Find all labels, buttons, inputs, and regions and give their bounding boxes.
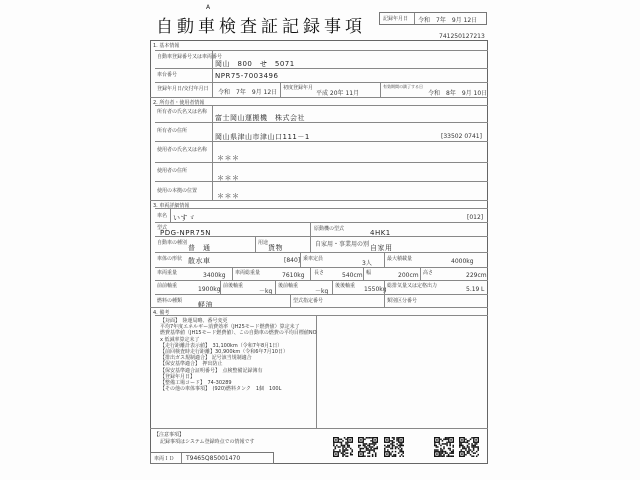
capacity-label: 乗車定員 xyxy=(303,256,324,262)
rear-axle-value: 1550kg xyxy=(364,286,387,293)
length-value: 540cm xyxy=(342,272,363,279)
chassis-value: NPR75-7003496 xyxy=(215,72,279,80)
vehicle-id-value: T9465Q85001470 xyxy=(186,455,241,462)
use-label: 用途 xyxy=(258,240,269,246)
max-load-value: 4000kg xyxy=(451,258,474,265)
qr-code-icon xyxy=(333,437,353,457)
model-spec-label: 型式指定番号 xyxy=(293,298,324,304)
owner-address-label: 所有者の住所 xyxy=(157,128,188,134)
first-reg-date-label: 初度登録年月 xyxy=(283,85,314,91)
first-reg-value: 令和 7年 9月 12日 xyxy=(218,89,278,96)
maker-value: いすゞ xyxy=(173,214,196,222)
rear-front-value: －kg xyxy=(315,288,329,295)
purpose-label: 自家用・事業用の別 xyxy=(315,241,370,248)
displacement-value: 5.19 xyxy=(466,286,480,293)
width-value: 200cm xyxy=(398,272,419,279)
note-line: 【対面】 陸運局略、番号変更 xyxy=(160,318,228,324)
section-vehicle-heading: 3. 車両詳細情報 xyxy=(153,203,190,209)
note-line: 【その他の車体事項】 (920)燃料タンク 1個 100L xyxy=(160,386,282,393)
maker-label: 車名 xyxy=(157,213,168,219)
first-reg-date-value: 平成 20年 11月 xyxy=(316,90,360,97)
body-shape-code: [840] xyxy=(284,257,301,264)
body-shape-label: 車体の形状 xyxy=(157,256,183,262)
note-line: x 低減率算定未了 xyxy=(160,336,200,343)
front-axle-value: 1900kg xyxy=(198,286,221,293)
note-line: 燃費基準値（JH15モード燃費値）、この自動車の燃費の平均目標値NO xyxy=(160,330,317,337)
kind-value: 普 通 xyxy=(188,244,211,252)
rear-front-label: 後前軸重 xyxy=(278,283,299,289)
length-label: 長さ xyxy=(314,270,325,276)
section-owner-heading: 2. 所有者・使用者情報 xyxy=(153,100,205,106)
expiry-value: 令和 8年 9月 10日 xyxy=(428,90,488,97)
note-line: 【排出ガス規制適合】 記号該当規制適合 xyxy=(160,355,252,362)
maker-code: [012] xyxy=(467,214,484,221)
base-location-label: 使用の本拠の位置 xyxy=(157,188,198,194)
qr-code-icon xyxy=(459,437,479,457)
qr-code-icon xyxy=(384,437,404,457)
reg-number-label: 自動車登録番号又は車両番号 xyxy=(157,54,223,60)
note-line: 【保安基準適合証明番号】 点検整備記録簿有 xyxy=(160,367,263,374)
doc-number: 741250127213 xyxy=(439,33,485,40)
base-location-value: ＊＊＊ xyxy=(217,192,240,200)
notice-label: 【注意事項】 xyxy=(154,432,185,438)
front-axle-label: 前前軸重 xyxy=(157,283,178,289)
gross-weight-label: 車両総重量 xyxy=(235,270,261,276)
owner-name-label: 所有者の氏名又は名称 xyxy=(157,109,208,115)
model-label: 型式 xyxy=(157,225,168,231)
expiry-label: 有効期間の満了する日 xyxy=(383,84,423,89)
purpose-value: 自家用 xyxy=(370,244,393,252)
owner-address-code: [33502 0741] xyxy=(441,133,482,140)
displacement-label: 総排気量又は定格出力 xyxy=(387,283,438,289)
use-value: 貨物 xyxy=(268,244,283,252)
chassis-label: 車台番号 xyxy=(157,72,178,78)
displacement-unit: L xyxy=(481,286,485,293)
note-line: 【前回検査時走行距離】30,900km（令和6年7月10日） xyxy=(160,349,288,356)
model-value: PDG-NPR75N xyxy=(160,229,212,237)
owner-name-value: 富士岡山運搬機 株式会社 xyxy=(215,114,305,122)
kind-label: 自動車の種別 xyxy=(157,240,188,246)
capacity-value: 3人 xyxy=(362,260,372,267)
note-line: 【走行距離計表示値】 31,100km（令和7年8月1日） xyxy=(160,342,283,349)
body-shape-value: 散水車 xyxy=(188,257,211,265)
engine-label: 原動機の型式 xyxy=(314,226,345,232)
section-notes-heading: 4. 備考 xyxy=(153,310,170,316)
note-line: 平均7年度エネルギー消費効率（JH25モード燃費値）算定未了 xyxy=(160,324,300,331)
qr-code-icon xyxy=(358,437,378,457)
issue-date-label: 記録年月日 xyxy=(383,16,409,22)
note-line: 【整備工場コード】 74-30289 xyxy=(160,380,232,387)
max-load-label: 最大積載量 xyxy=(387,256,413,262)
header-mark: A xyxy=(206,4,211,11)
vehicle-id-label: 車両ＩＤ xyxy=(154,456,175,462)
note-line: 【登録年月日】 xyxy=(160,373,196,380)
page-title: 自動車検査証記録事項 xyxy=(156,17,366,37)
user-address-label: 使用者の住所 xyxy=(157,168,188,174)
user-name-label: 使用者の氏名又は名称 xyxy=(157,147,208,153)
note-line: 【保安基準適合】 押出防止 xyxy=(160,361,223,368)
height-value: 229cm xyxy=(466,272,487,279)
fuel-value: 軽油 xyxy=(198,301,213,309)
qr-code-icon xyxy=(434,437,454,457)
category-label: 類別区分番号 xyxy=(387,298,418,304)
engine-value: 4HK1 xyxy=(370,229,391,237)
inspection-record-page: A 自動車検査証記録事項 記録年月日 令和 7年 9月 12日 741250127213 1. 基本情報 自動車登録番号又は車両番号 岡山 800 せ 5071 車台番号 NPR75-7003496 登録年月日/交付年月日 令和 7年 9月 12日 初度登録年月 平成 20年 11月 有効期間の満了する日 令和 8年 9月 10日 2. 所有者・使用者情報 所有者の氏名又は名称 富士岡山運搬機 株式会社 所有者の住所 岡山県津山市津山口111－1 [33502 0741] 使用者の氏名又は名称 ＊＊＊ 使用者の住所 ＊＊＊ 使用の本拠の位置 ＊＊＊ 3. 車両詳細情報 車名 いすゞ [012] 型式 PDG-NPR75N 原動機の型式 4HK1 自動車の種別 普 通 用途 貨物 自家用・事業用の別 自家用 車体の形状 散水車 [840] 乗車定員 3人 最大積載量 4000kg 車両重量 3400kg 車両総重量 7610kg 長さ 540cm 幅 200cm 高さ 229cm 前前軸重 1900kg 前後軸重 －kg 後前軸重 －kg 後後軸重 1550kg 総排気量又は定格出力 5.19 L 燃料の種類 軽油 型式指定番号 類別区分番号 4. 備考 【対面】 陸運局略、番号変更 平均7年度エネルギー消費効率（JH25モード燃費値）算定未了 燃費基準値（JH15モード燃費値）、この自動車の燃費の平均目標値NO x 低減率算定未了 【走行距離計表示値】 31,100km（令和7年8月1日） 【前回検査時走行距離】30,900km（令和6年7月10日） 【排出ガス規制適合】 記号該当規制適合 【保安基準適合】 押出防止 【保安基準適合証明番号】 点検整備記録簿有 【登録年月日】 【整備工場コード】 74-30289 【その他の車体事項】 (920)燃料タンク 1個 100L 【注意事項】 記録事項はシステム登録時点での情報です 車両ＩＤ T9465Q85001470 xyxy=(0,0,640,480)
issue-date-value: 令和 7年 9月 12日 xyxy=(418,17,478,24)
user-name-value: ＊＊＊ xyxy=(217,154,240,162)
section-basic-heading: 1. 基本情報 xyxy=(153,43,180,49)
reg-number-value: 岡山 800 せ 5071 xyxy=(215,60,295,68)
notice-text: 記録事項はシステム登録時点での情報です xyxy=(160,439,255,445)
gross-weight-value: 7610kg xyxy=(282,272,305,279)
first-reg-label: 登録年月日/交付年月日 xyxy=(157,86,209,92)
front-rear-label: 前後軸重 xyxy=(223,283,244,289)
weight-value: 3400kg xyxy=(203,272,226,279)
fuel-label: 燃料の種類 xyxy=(157,298,183,304)
owner-address-value: 岡山県津山市津山口111－1 xyxy=(215,133,310,141)
front-rear-value: －kg xyxy=(259,288,273,295)
user-address-value: ＊＊＊ xyxy=(217,174,240,182)
notes-list xyxy=(160,318,317,392)
